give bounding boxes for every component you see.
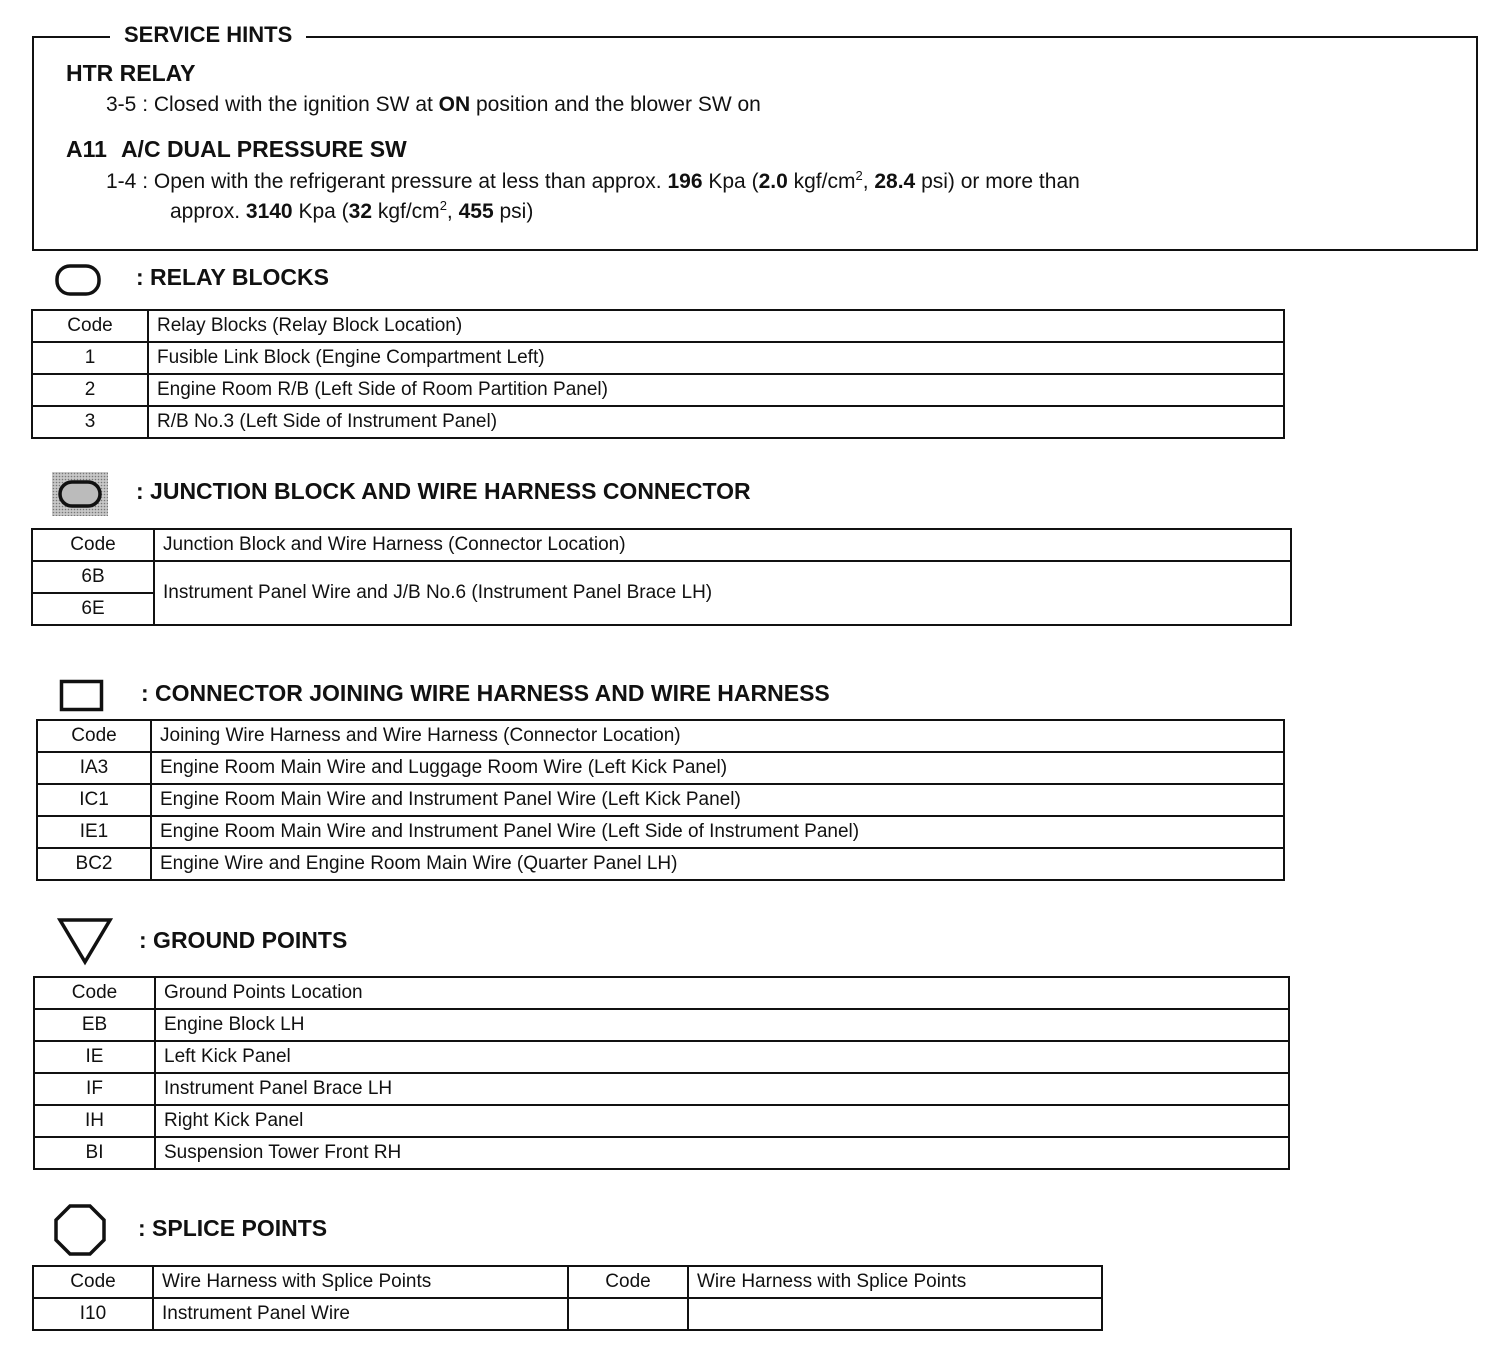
header-desc: Wire Harness with Splice Points <box>688 1266 1102 1298</box>
dual-pressure-heading: A11 A/C DUAL PRESSURE SW <box>66 136 407 162</box>
row-code: IE <box>34 1041 155 1073</box>
row-code: IC1 <box>37 784 151 816</box>
relay-blocks-title: : RELAY BLOCKS <box>136 264 329 290</box>
header-desc: Joining Wire Harness and Wire Harness (Connector Location) <box>151 720 1284 752</box>
junction-block-table <box>31 528 1292 626</box>
table-row <box>32 374 1284 406</box>
table-row <box>37 848 1284 880</box>
row-code <box>568 1298 688 1330</box>
table-row <box>32 342 1284 374</box>
row-desc: Instrument Panel Wire <box>153 1298 568 1330</box>
htr-relay-hint: 3-5 : Closed with the ignition SW at ON position and the blower SW on <box>106 93 761 116</box>
row-desc: Engine Room Main Wire and Luggage Room Wire (Left Kick Panel) <box>151 752 1284 784</box>
table-row <box>33 1298 1102 1330</box>
header-code: Code <box>37 720 151 752</box>
table-header-row <box>37 720 1284 752</box>
row-code: 6B <box>32 561 154 593</box>
octagon-icon <box>54 1204 108 1258</box>
table-header-row <box>33 1266 1102 1298</box>
header-code: Code <box>32 310 148 342</box>
relay-blocks-table <box>31 309 1285 439</box>
connectors-table <box>36 719 1285 881</box>
table-row <box>37 784 1284 816</box>
square-icon <box>60 680 104 712</box>
row-code: IF <box>34 1073 155 1105</box>
row-code: IA3 <box>37 752 151 784</box>
table-row <box>32 561 1291 593</box>
dual-pressure-code: A11 <box>66 136 107 162</box>
header-desc: Relay Blocks (Relay Block Location) <box>148 310 1284 342</box>
row-desc: Instrument Panel Brace LH <box>155 1073 1289 1105</box>
row-code: 6E <box>32 593 154 625</box>
table-row <box>34 1041 1289 1073</box>
triangle-icon <box>58 918 114 966</box>
table-row <box>32 406 1284 438</box>
table-row <box>34 1137 1289 1169</box>
dual-pressure-hint-line1: 1-4 : Open with the refrigerant pressure at less than approx. 196 Kpa (2.0 kgf/$cm^2$, 28.4 psi) or more than <box>106 168 1080 193</box>
row-code: EB <box>34 1009 155 1041</box>
htr-relay-heading: HTR RELAY <box>66 60 196 86</box>
row-desc: Engine Room R/B (Left Side of Room Partition Panel) <box>148 374 1284 406</box>
row-desc <box>688 1298 1102 1330</box>
htr-relay-pin: 3-5 <box>106 93 137 116</box>
header-code: Code <box>568 1266 688 1298</box>
row-code: IE1 <box>37 816 151 848</box>
dual-pressure-hint-line2: approx. 3140 Kpa (32 kgf/$cm^2$, 455 psi) <box>170 198 534 223</box>
ground-points-title: : GROUND POINTS <box>139 927 348 953</box>
row-desc: Instrument Panel Wire and J/B No.6 (Instrument Panel Brace LH) <box>154 561 1291 625</box>
header-desc: Junction Block and Wire Harness (Connector Location) <box>154 529 1291 561</box>
table-header-row <box>32 310 1284 342</box>
table-header-row <box>34 977 1289 1009</box>
header-code: Code <box>32 529 154 561</box>
table-row <box>34 1009 1289 1041</box>
shaded-rounded-rect-icon <box>52 472 110 518</box>
service-hints-title: SERVICE HINTS <box>110 22 306 48</box>
table-row <box>34 1105 1289 1137</box>
row-desc: Engine Room Main Wire and Instrument Panel Wire (Left Kick Panel) <box>151 784 1284 816</box>
splice-points-table <box>32 1265 1103 1331</box>
row-desc: Engine Room Main Wire and Instrument Panel Wire (Left Side of Instrument Panel) <box>151 816 1284 848</box>
row-code: 3 <box>32 406 148 438</box>
table-row <box>37 816 1284 848</box>
table-row <box>37 752 1284 784</box>
row-desc: Suspension Tower Front RH <box>155 1137 1289 1169</box>
ground-points-table <box>33 976 1290 1170</box>
row-code: 1 <box>32 342 148 374</box>
header-desc: Ground Points Location <box>155 977 1289 1009</box>
row-code: 2 <box>32 374 148 406</box>
row-desc: Engine Wire and Engine Room Main Wire (Quarter Panel LH) <box>151 848 1284 880</box>
connectors-title: : CONNECTOR JOINING WIRE HARNESS AND WIRE HARNESS <box>141 680 830 706</box>
row-desc: Right Kick Panel <box>155 1105 1289 1137</box>
header-desc: Wire Harness with Splice Points <box>153 1266 568 1298</box>
row-desc: Fusible Link Block (Engine Compartment Left) <box>148 342 1284 374</box>
row-desc: R/B No.3 (Left Side of Instrument Panel) <box>148 406 1284 438</box>
row-code: I10 <box>33 1298 153 1330</box>
row-code: IH <box>34 1105 155 1137</box>
table-header-row <box>32 529 1291 561</box>
junction-block-title: : JUNCTION BLOCK AND WIRE HARNESS CONNECTOR <box>136 478 751 504</box>
row-code: BI <box>34 1137 155 1169</box>
row-code: BC2 <box>37 848 151 880</box>
header-code: Code <box>34 977 155 1009</box>
splice-points-title: : SPLICE POINTS <box>138 1215 328 1241</box>
table-row <box>34 1073 1289 1105</box>
row-desc: Left Kick Panel <box>155 1041 1289 1073</box>
rounded-rect-icon <box>55 264 103 296</box>
header-code: Code <box>33 1266 153 1298</box>
row-desc: Engine Block LH <box>155 1009 1289 1041</box>
